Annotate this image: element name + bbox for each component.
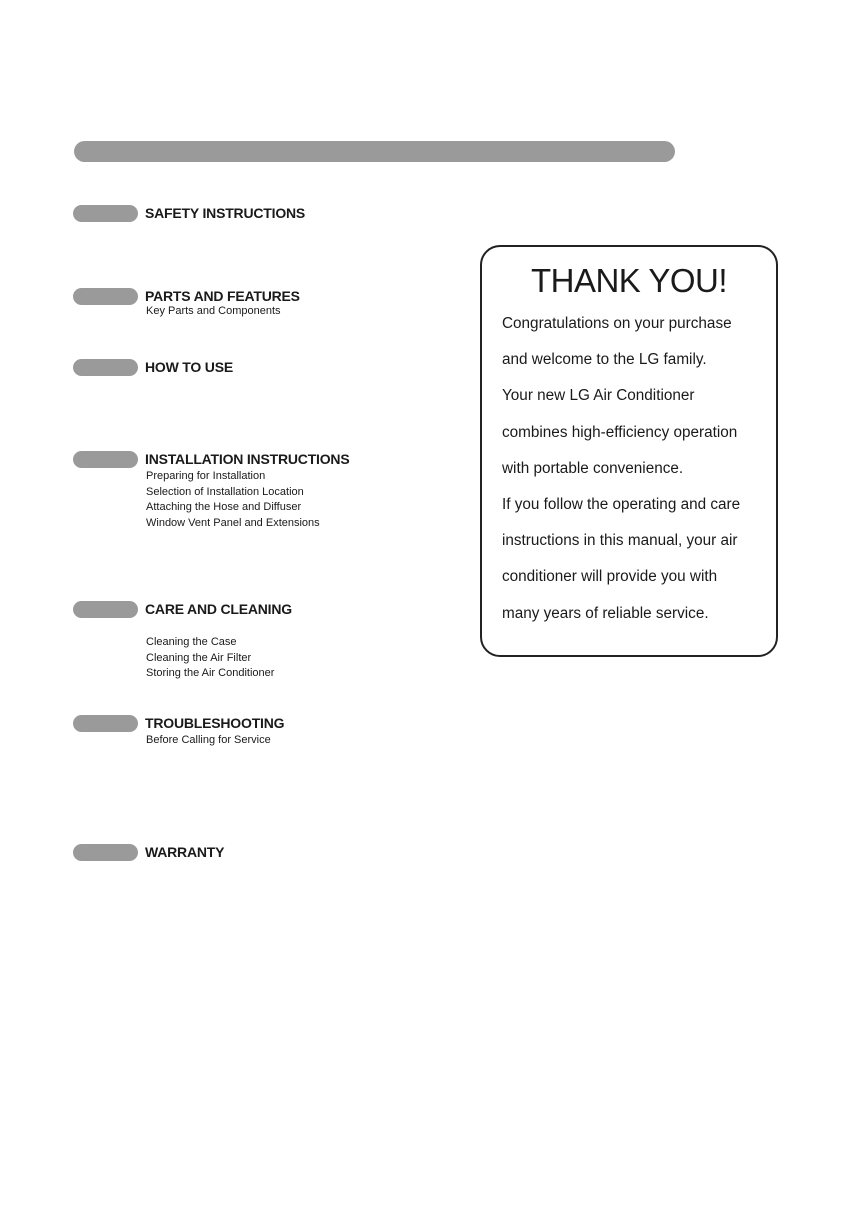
message-line: conditioner will provide you with [502, 568, 718, 586]
toc-item[interactable]: Cleaning the Case [146, 636, 237, 648]
section-title[interactable]: HOW TO USE [145, 359, 233, 375]
thank-you-box [480, 245, 778, 657]
section-marker [73, 205, 138, 222]
section-title[interactable]: CARE AND CLEANING [145, 601, 292, 617]
toc-item[interactable]: Cleaning the Air Filter [146, 651, 252, 664]
toc-item[interactable]: Window Vent Panel and Extensions [146, 517, 320, 530]
section-title[interactable]: WARRANTY [145, 844, 225, 860]
thank-you-message [502, 306, 740, 632]
toc-item[interactable]: Attaching the Hose and Diffuser [146, 501, 302, 514]
toc-item[interactable]: Preparing for Installation [146, 470, 266, 482]
section-title[interactable]: SAFETY INSTRUCTIONS [145, 205, 306, 221]
section-marker [73, 451, 138, 468]
thank-you-heading: THANK YOU! [530, 262, 728, 299]
message-line: with portable convenience. [502, 459, 684, 477]
message-line: many years of reliable service. [502, 604, 709, 622]
message-line: Your new LG Air Conditioner [502, 387, 695, 405]
section-marker [73, 359, 138, 376]
header-bar [74, 141, 675, 162]
message-line: instructions in this manual, your air [502, 532, 738, 550]
message-line: If you follow the operating and care [502, 496, 741, 514]
section-marker [73, 844, 138, 861]
toc-item[interactable]: Before Calling for Service [146, 734, 271, 746]
section-title[interactable]: INSTALLATION INSTRUCTIONS [145, 451, 350, 467]
section-marker [73, 715, 138, 732]
section-title[interactable]: PARTS AND FEATURES [145, 288, 300, 304]
toc-item[interactable]: Selection of Installation Location [146, 485, 304, 498]
section-marker [73, 601, 138, 618]
section-marker [73, 288, 138, 305]
message-line: Congratulations on your purchase [502, 315, 732, 332]
toc-item[interactable]: Storing the Air Conditioner [146, 667, 275, 680]
message-line: combines high-efficiency operation [502, 423, 738, 441]
toc-item[interactable]: Key Parts and Components [146, 305, 281, 317]
section-title[interactable]: TROUBLESHOOTING [145, 715, 285, 731]
message-line: and welcome to the LG family. [502, 351, 707, 369]
